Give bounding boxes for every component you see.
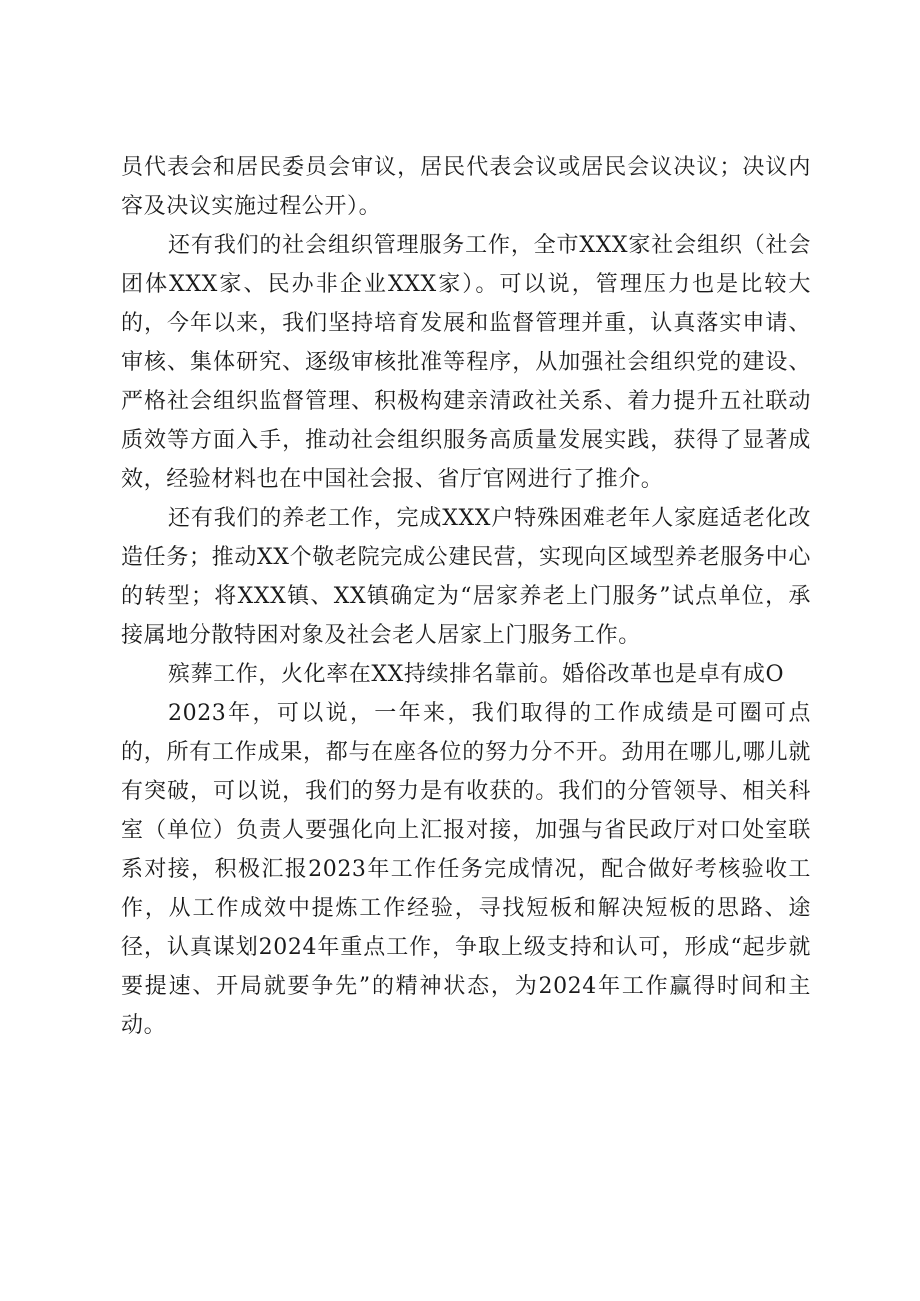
paragraph-elderly-care: 还有我们的养老工作，完成XXX户特殊困难老年人家庭适老化改造任务；推动XX个敬老院完成公建民营，实现向区域型养老服务中心的转型；将XXX镇、XX镇确定为“居家养老上门服务”试点单位，承接属地分散特困对象及社会老人居家上门服务工作。 bbox=[121, 506, 811, 648]
paragraph-summary-2023: 2023年，可以说，一年来，我们取得的工作成绩是可圈可点的，所有工作成果，都与在座各位的努力分不开。劲用在哪儿,哪儿就有突破，可以说，我们的努力是有收获的。我们的分管领导、相关科室（单位）负责人要强化向上汇报对接，加强与省民政厅对口处室联系对接，积极汇报2023年工作任务完成情况，配合做好考核验收工作，从工作成效中提炼工作经验，寻找短板和解决短板的思路、途径，认真谋划2024年重点工作，争取上级支持和认可，形成“起步就要提速、开局就要争先”的精神状态，为2024年工作赢得时间和主动。 bbox=[121, 701, 811, 1038]
paragraph-social-organizations: 还有我们的社会组织管理服务工作，全市XXX家社会组织（社会团体XXX家、民办非企业XXX家）。可以说，管理压力也是比较大的，今年以来，我们坚持培育发展和监督管理并重，认真落实申请、审核、集体研究、逐级审核批准等程序，从加强社会组织党的建设、严格社会组织监督管理、积极构建亲清政社关系、着力提升五社联动质效等方面入手，推动社会组织服务高质量发展实践，获得了显著成效，经验材料也在中国社会报、省厅官网进行了推介。 bbox=[121, 233, 811, 492]
paragraph-continuation: 员代表会和居民委员会审议，居民代表会议或居民会议决议；决议内容及决议实施过程公开）。 bbox=[121, 155, 811, 219]
document-body bbox=[121, 148, 811, 1045]
paragraph-funeral-work: 殡葬工作，火化率在XX持续排名靠前。婚俗改革也是卓有成O bbox=[168, 662, 785, 687]
